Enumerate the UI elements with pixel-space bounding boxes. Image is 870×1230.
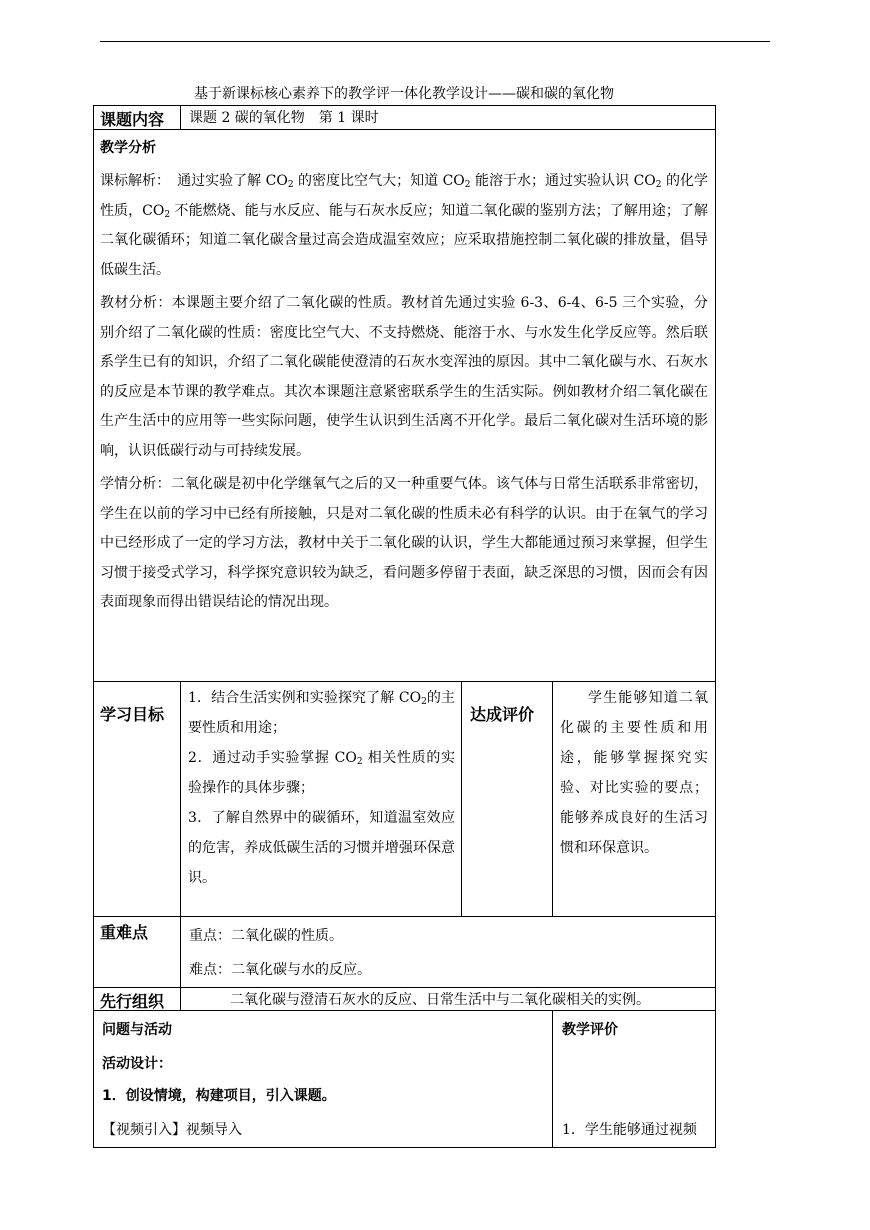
table-line [93, 129, 715, 130]
curriculum-analysis: 课标解析： 通过实验了解 $CO_2$ 的密度比空气大；知道 $CO_2$ 能溶于水；通过实验认识 $CO_2$ 的化学性质，$CO_2$ 不能燃烧、能与水反应、能与石灰水反应；知道二氧化碳的鉴别方法；了解用途；了解二氧化碳循环；知道二氧化碳含量过高会造成温室效应；应采取措施控制二氧化碳的排放量，倡导低碳生活。 [100, 173, 709, 278]
advance-text: 二氧化碳与澄清石灰水的反应、日常生活中与二氧化碳相关的实例。 [230, 992, 650, 1008]
activities-header: 问题与活动 [102, 1022, 172, 1038]
table-border-right [715, 105, 716, 1148]
lesson-value: 课题 2 碳的氧化物 第 1 课时 [189, 110, 379, 126]
document-title: 基于新课标核心素养下的教学评一体化教学设计——碳和碳的氧化物 [194, 86, 614, 102]
analysis-heading: 教学分析 [100, 140, 156, 156]
activity-step-1: 1．创设情境，构建项目，引入课题。 [102, 1088, 336, 1104]
table-line [93, 916, 715, 917]
table-line [93, 1010, 715, 1011]
student-analysis: 学情分析：二氧化碳是初中化学继氧气之后的又一种重要气体。该气体与日常生活联系非常密切，学生在以前的学习中已经有所接触，只是对二氧化碳的性质未必有科学的认识。由于在氧气的学习中已经形成了一定的学习方法，教材中关于二氧化碳的认识，学生大都能通过预习来掌握，但学生习惯于接受式学习，科学探究意识较为缺乏，看问题多停留于表面，缺乏深思的习惯，因而会有因表面现象而得出错误结论的情况出现。 [100, 476, 708, 610]
table-line [93, 987, 715, 988]
table-border-left [93, 105, 94, 1148]
activity-design-label: 活动设计： [102, 1056, 172, 1072]
assessment-text: 学生能够知道二氧化碳的主要性质和用途，能够掌握探究实验、对比实验的要点；能够养成良好的生活习惯和环保意识。 [560, 690, 708, 856]
table-border-top [93, 105, 715, 106]
table-line [552, 681, 553, 917]
assessment-label: 达成评价 [470, 705, 535, 724]
evaluation-header: 教学评价 [562, 1022, 618, 1038]
keypoints-label: 重难点 [100, 923, 149, 942]
table-line [93, 681, 715, 682]
table-line [461, 681, 462, 917]
lesson-label: 课题内容 [100, 110, 165, 129]
table-line [180, 681, 181, 1010]
analysis-section [100, 167, 708, 618]
objective-1: 1．结合生活实例和实验探究了解 $CO_2$的主要性质和用途； [188, 690, 456, 736]
objectives-label: 学习目标 [100, 705, 165, 724]
objective-3: 3．了解自然界中的碳循环，知道温室效应的危害，养成低碳生活的习惯并增强环保意识。 [188, 810, 455, 886]
table-border-bottom [93, 1147, 715, 1148]
textbook-analysis: 教材分析：本课题主要介绍了二氧化碳的性质。教材首先通过实验 6-3、6-4、6-5 三个实验，分别介绍了二氧化碳的性质：密度比空气大、不支持燃烧、能溶于水、与水发生化学反应等。然后联系学生已有的知识，介绍了二氧化碳能使澄清的石灰水变浑浊的原因。其中二氧化碳与水、石灰水的反应是本节课的教学难点。其次本课题注意紧密联系学生的生活实际。例如教材介绍二氧化碳在生产生活中的应用等一些实际问题，使学生认识到生活离不开化学。最后二氧化碳对生活环境的影响，认识低碳行动与可持续发展。 [100, 295, 708, 459]
objective-2: 2．通过动手实验掌握 $CO_2$ 相关性质的实验操作的具体步骤； [188, 750, 456, 796]
advance-label: 先行组织 [100, 992, 165, 1011]
table-line [180, 105, 181, 130]
header-rule [100, 41, 770, 42]
evaluation-item-1: 1．学生能够通过视频 [562, 1122, 697, 1138]
video-intro: 【视频引入】视频导入 [102, 1122, 242, 1138]
table-line [552, 1010, 553, 1148]
objectives-list [188, 683, 455, 893]
key-point: 重点：二氧化碳的性质。 [189, 928, 343, 944]
difficult-point: 难点：二氧化碳与水的反应。 [189, 962, 371, 978]
